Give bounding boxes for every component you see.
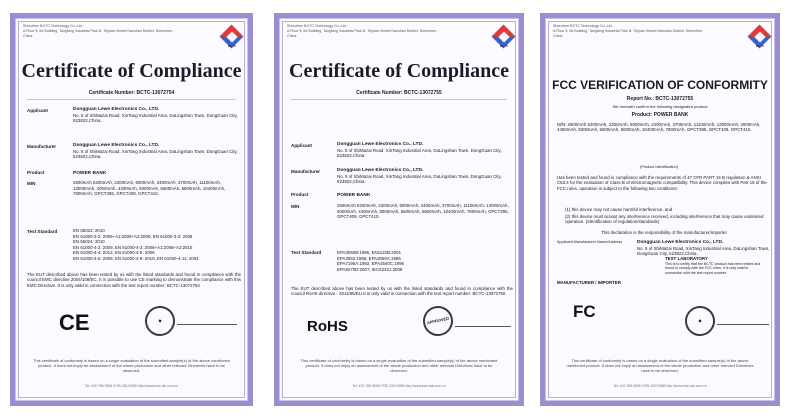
manufacturer-address: No. 5 of ShiMazai Road, XinTang Industrial Area, DaLingshan Town, DongGuan City, 523822,China. [73,148,238,160]
product-label: Product [291,192,309,197]
compliance-text: Has been tested and found in compliance with the requirements of 47 CFR PART 15 B regulation & ANSI C63.4 for the evaluation of Class B of electromagnetic compatibility. This device complies with Part 15 of the FCC rules, operation is subject to the following two conditions: [557,175,767,191]
seal-stamp [142,303,178,339]
logo-label: BCTC [227,44,237,48]
divider [27,99,236,100]
applicant-address: No. 5 of ShiMazai Road, XinTang Industrial Area, DaLingshan Town, DongGuan City, 523822,China. [337,147,502,159]
logo-label: BCTC [755,44,765,48]
mn-value: 2600mAh 5200mAh, 2200mAh, 6000mAh, 2400mAh, 3700mAh, 11100mAh, 13000mAh, 4000mAh, 4400mAh, 5000mAh, 5600mAh, 6600mAh, 10400mAh, 7800mAh, GPCT395, GPCT409, GPCT410. [73,180,226,197]
mn-value: 2600mAh 5200mAh, 2200mAh, 6000mAh, 2400mAh, 3700mAh, 11100mAh, 13000mAh, 4000mAh, 4400mAh, 5000mAh, 5600mAh, 6600mAh, 10400mAh, 7800mAh, GPCT395, GPCT409, GPCT410. [557,122,761,133]
manufacturer-label: Manufacturer [27,144,57,149]
footer-contact: Tel: 400-788-9558 0755-33019988 http://www.bctc-lab.com.cn [352,384,446,388]
applicant-value [637,239,773,257]
footer-contact: Tel: 400-788-9558 0755-33019988 http://www.bctc-lab.com.cn [613,384,707,388]
certificate-number: Certificate Number: BCTC-13072754 [88,90,175,96]
applicant-company: Dongguan Lewe Electronics Co., LTD. [337,142,424,147]
approved-stamp [420,303,456,339]
test-standard-value: EPA3050B:1996, EN1122B:2001 EPA3052:1996, EPA3060A:1996 EPA7196A:1992, EPA3540C:1996 EPA8270D:2007, IEC62321:2008 [337,250,404,272]
compliance-statement: The EUT described above has been tested by us with the listed standards and found in compliance with the council EMC directive 2004/108/EC. It is possible to use CE marking to demonstrate the compliance with this EMC Directive. It is only valid in connection with the test report number: BCTC-13072754 [27,272,241,288]
applicant-label: Applicant [27,108,48,113]
seal-logo-icon: ◆ [157,317,162,324]
signature-line [717,318,769,325]
test-standard-label: Test Standard [291,250,322,255]
issuer-name: Shenzhen BCTC Technology Co.,Ltd. [287,24,347,28]
mn-value: 2600mAh 5200mAh, 2200mAh, 6000mAh, 2400mAh, 3700mAh, 11100mAh, 13000mAh, 4000mAh, 4400mAh, 5000mAh, 5600mAh, 6600mAh, 10400mAh, 7800mAh, GPCT395, GPCT409, GPCT410. [337,203,509,220]
issuer-name: Shenzhen BCTC Technology Co.,Ltd. [23,24,83,28]
lab-title: TEST LABORATORY [665,256,708,261]
seal-stamp [682,303,718,339]
condition-1: (1) this device may not cause harmful interference, and [565,207,673,212]
product-value [337,192,370,199]
applicant-company: Dongguan Lewe Electronics Co., LTD. [73,107,160,112]
product-heading: Product: POWER BANK [631,112,689,118]
product-name: POWER BANK [73,171,107,176]
certificate-title: Certificate of Compliance [289,60,509,82]
divider [291,99,507,100]
bctc-logo-icon [747,24,773,50]
logo-label: BCTC [499,44,509,48]
rohs-certificate [274,13,524,406]
report-number: Report No.: BCTC-13072755 [626,96,694,102]
issuer-name: Shenzhen BCTC Technology Co.,Ltd. [553,24,613,28]
model-list: M/N: 2600mAh 5200mAh, 2200mAh, 6000mAh, 2400mAh, 3700mAh, 11100mAh, 13000mAh, 4000mAh, 4400mAh, 5000mAh, 5600mAh, 6600mAh, 10400mAh, 7800mAh, GPCT395, GPCT409, GPCT410. [557,122,761,133]
rohs-mark: RoHS [307,318,348,335]
applicant-address: No. 5 of ShiMazai Road, XinTang Industrial Area, DaLingshan Town, DongGuan City, 523822,China. [73,112,238,124]
manufacturer-company: Dongguan Lewe Electronics Co., LTD. [73,143,160,148]
applicant-value [73,106,238,124]
fcc-certificate [540,13,780,406]
applicant-label: Applicant Manufacturer Name/Address [557,240,623,244]
issuer-address: A Floor 5, 6# Building, Tangtang Industrial Park B, Tiejuan Xinwei Nanshan District, Shenzhen, China [23,29,173,38]
manufacturer-company: Dongguan Lewe Electronics Co., LTD. [337,168,424,173]
applicant-label: Applicant [291,143,312,148]
manufacturer-value [337,167,509,185]
issuer-address: A Floor 5, 6# Building, Tangtang Industrial Park B, Tiejuan Xinwei Nanshan District, Shenzhen, China [553,29,703,38]
bctc-logo-icon [491,24,517,50]
signature-line [455,320,511,327]
applicant-address: No. 5 of ShiMazai Road, XinTang Industrial Area, DaLingshan Town, DongGuan City, 523822,China. [637,245,770,257]
product-name: POWER BANK [337,193,371,198]
lab-text: This is to certify that the BCTC product has been tested and found to comply with the FCC rules. It is only valid in connection with the test report number. [665,262,761,275]
seal-logo-icon: ◆ [697,317,702,324]
certificate-title: Certificate of Compliance [21,60,242,82]
fcc-mark: FC [573,302,596,321]
applicant-value [337,141,509,159]
signature-line [177,318,237,325]
footer-disclaimer: This certificate of conformity is based on a single evaluation of the submitted sample(s) of the above mentioned product. It does not imply an assessment of the whole production and other relevant Directives have to be observed. [300,358,498,373]
footer-contact: Tel: 400-788-9558 0755-33019988 http://www.bctc-lab.com.cn [84,384,179,388]
issuer-header [287,24,437,39]
footer-disclaimer: This certificate of conformity is based on a single evaluation of the submitted sample(s) of the above mentioned product. It does not imply an assessment of the whole production and other relevant Directives have to be observed. [566,358,754,373]
issuer-header [23,24,173,39]
manufacturer-label: Manufacturer [291,169,321,174]
manufacturer-address: No. 5 of ShiMazai Road, XinTang Industrial Area, DaLingshan Town, DongGuan City, 523822,China. [337,173,502,185]
ce-mark: CE [59,310,90,335]
mn-label: M/N [557,122,566,127]
product-identification: (Product Identification) [640,165,678,169]
manufacturer-value [73,142,238,160]
product-value [73,170,106,177]
applicant-company: Dongguan Lewe Electronics Co., LTD. [637,240,724,245]
ce-certificate [10,13,253,406]
declaration: This declaration is the responsibility of the manufacturer/importer [601,230,727,235]
test-standard-label: Test Standard [27,229,58,234]
issuer-address: A Floor 5, 6# Building, Tangtang Industrial Park B, Tiejuan Xinwei Nanshan District, Shenzhen, China [287,29,437,38]
mn-label: M/N [291,204,300,209]
compliance-statement: The EUT described above has been tested by us with the listed standards and found in compliance with the council RoHS directive - 2011/65/EU.It is only valid in connection with the test report number: BCTC-13072755 [291,286,513,297]
issuer-header [553,24,703,39]
test-standard-value: EN 55022: 2010 EN 61000-3-2: 2006+A1:2009+A2:2009, EN 61000-3-3: 2008 EN 55024: 2010 EN 61000-4-2: 2009, EN 61000-4-3: 2006+A1:2008+A2:2010 EN 61000-4-4: 2012, EN 61000-4-5: 2006 EN 61000-4-6: 2009, EN 61000-4-8: 2010, EN 61000-4-11: 2004 [73,228,199,261]
bctc-logo-icon [219,24,245,50]
product-label: Product [27,170,45,175]
certificate-number: Certificate Number: BCTC-13072755 [356,90,442,96]
footer-disclaimer: This certificate of conformity is based on a single evaluation of the submitted sample(s) of the above mentioned product. It does not imply an assessment of the whole production and other relevant Directives have to be observed. [33,358,230,373]
stamp-label: APPROVED [426,315,450,326]
certificate-title: FCC VERIFICATION OF CONFORMITY [552,78,768,92]
manufacturer-importer-label: MANUFACTURER / IMPORTER [557,280,621,285]
condition-2: (2) this device must accept any interference received, including interference that may cause undesired operation. (Identification of regulation/standards) [565,214,764,225]
intro-text: We herewith confirm the following designated product [612,104,708,109]
mn-label: M/N [27,181,36,186]
